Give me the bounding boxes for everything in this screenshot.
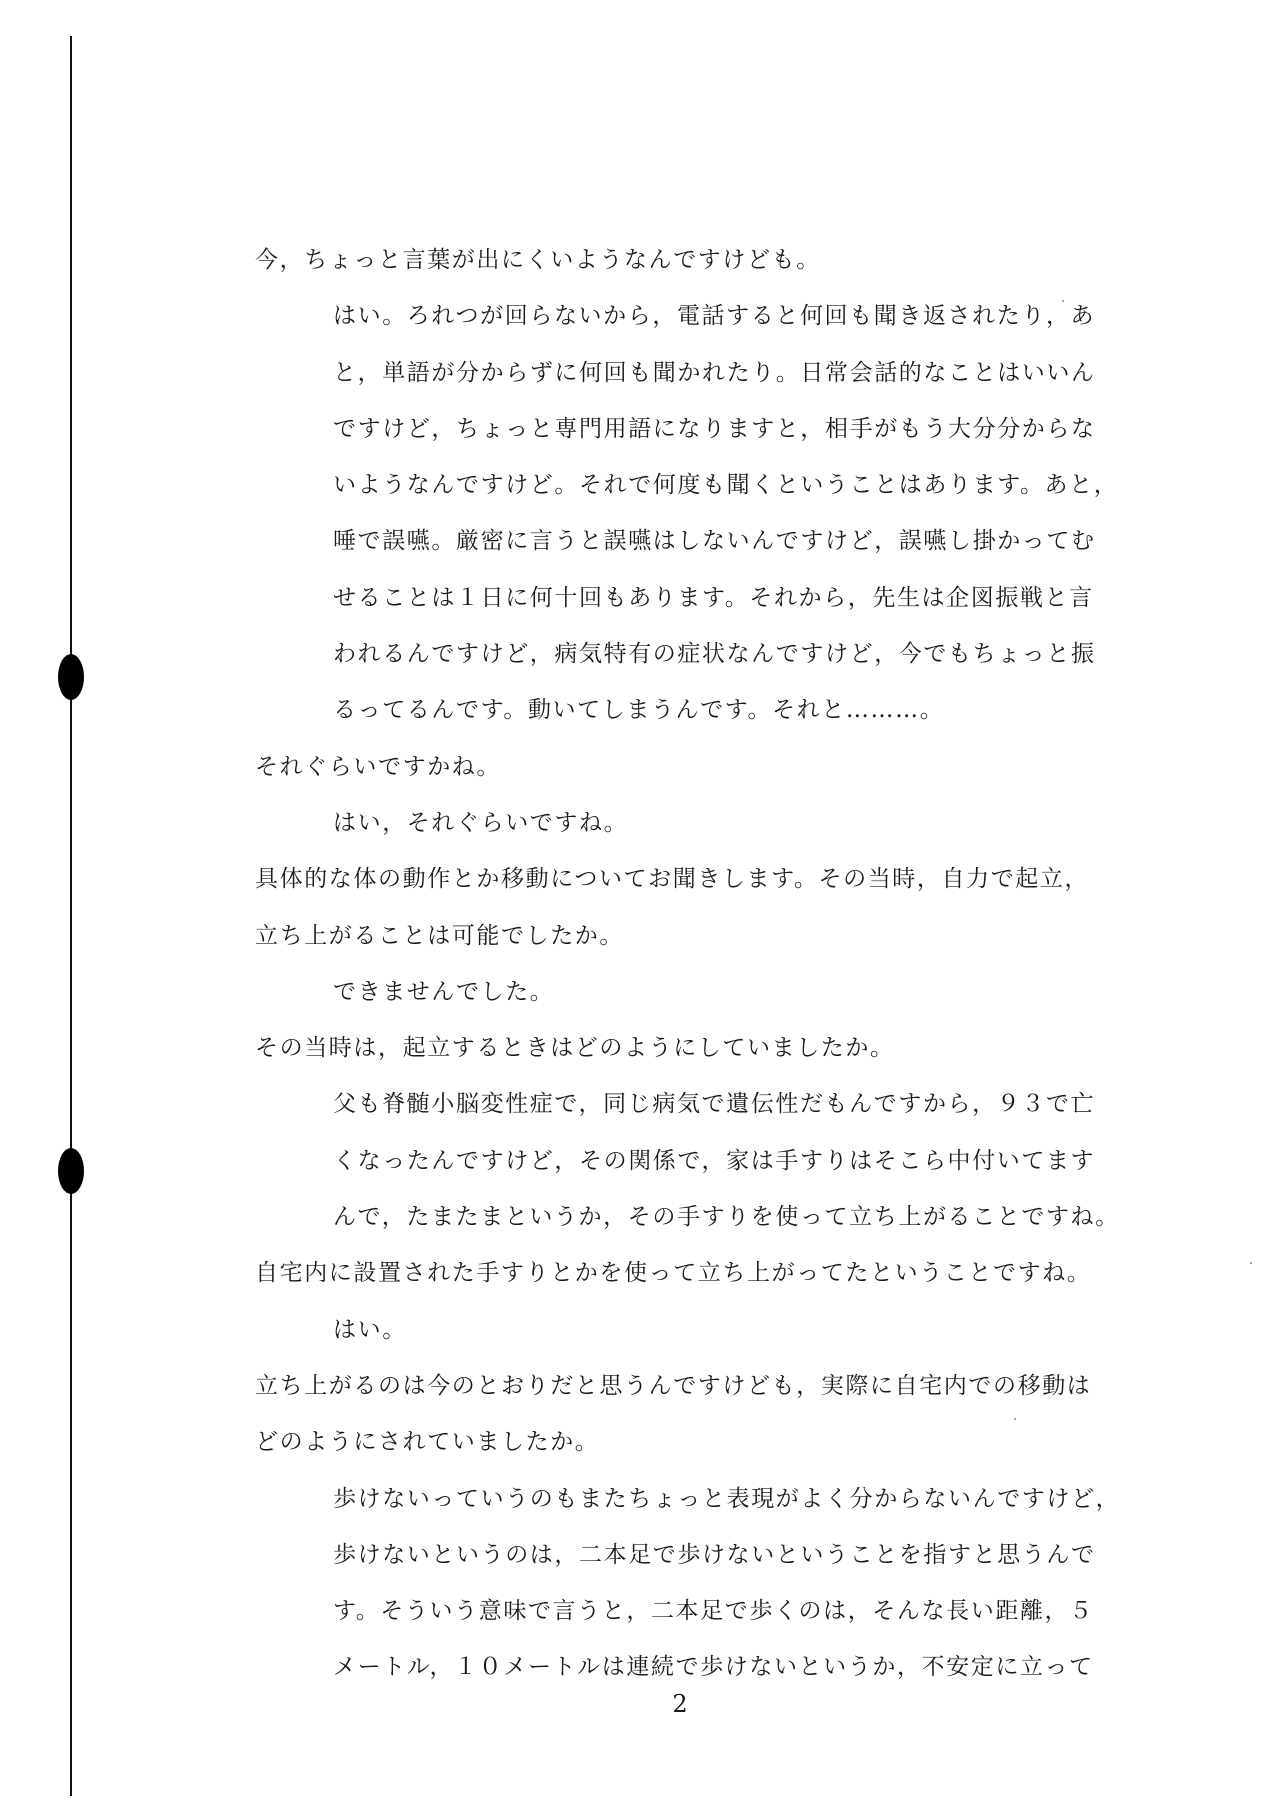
answer-line: せることは１日に何十回もあります。それから，先生は企図振戦と言 <box>333 584 1094 611</box>
question-line: 立ち上がるのは今のとおりだと思うんですけども，実際に自宅内での移動は <box>255 1372 1092 1399</box>
transcript-body <box>255 232 1185 1696</box>
scan-speck <box>1250 1262 1252 1264</box>
answer-line: 歩けないっていうのもまたちょっと表現がよく分からないんですけど， <box>333 1485 1121 1512</box>
answer-line: ですけど，ちょっと専門用語になりますと，相手がもう大分分からな <box>333 415 1096 442</box>
question-line: 具体的な体の動作とか移動についてお聞きします。その当時，自力で起立， <box>255 866 1090 893</box>
answer-line: できませんでした。 <box>333 978 555 1005</box>
answer-line: す。そういう意味で言うと，二本足で歩くのは，そんな長い距離，５ <box>333 1598 1094 1625</box>
answer-line: はい。 <box>333 1316 407 1343</box>
answer-line: 歩けないというのは，二本足で歩けないということを指すと思うんで <box>333 1541 1096 1568</box>
question-line: それぐらいですかね。 <box>255 753 501 780</box>
answer-line: 父も脊髄小脳変性症で，同じ病気で遺伝性だもんですから，９３で亡 <box>333 1091 1096 1118</box>
answer-line: われるんですけど，病気特有の症状なんですけど，今でもちょっと振 <box>333 641 1096 668</box>
answer-line: と，単語が分からずに何回も聞かれたり。日常会話的なことはいいん <box>333 359 1096 386</box>
answer-line: んで，たまたまというか，その手すりを使って立ち上がることですね。 <box>333 1204 1120 1231</box>
answer-line: るってるんです。動いてしまうんです。それと………。 <box>333 697 945 724</box>
answer-line: メートル，１０メートルは連続で歩けないというか，不安定に立って <box>333 1654 1094 1681</box>
question-line: その当時は，起立するときはどのようにしていましたか。 <box>255 1035 895 1062</box>
question-line: どのようにされていましたか。 <box>255 1429 600 1456</box>
binding-line <box>70 36 72 1796</box>
answer-line: いようなんですけど。それで何度も聞くということはあります。あと， <box>333 472 1119 499</box>
page-number: 2 <box>672 1690 688 1718</box>
question-line: 立ち上がることは可能でしたか。 <box>255 922 624 949</box>
punch-hole-top <box>58 654 84 700</box>
answer-line: 唾で誤嚥。厳密に言うと誤嚥はしないんですけど，誤嚥し掛かってむ <box>333 528 1096 555</box>
answer-line: くなったんですけど，その関係で，家は手すりはそこら中付いてます <box>333 1147 1096 1174</box>
question-line: 自宅内に設置された手すりとかを使って立ち上がってたということですね。 <box>255 1260 1092 1287</box>
question-line: 今，ちょっと言葉が出にくいようなんですけども。 <box>255 247 821 273</box>
answer-line: はい。ろれつが回らないから，電話すると何回も聞き返されたり，あ <box>333 303 1096 330</box>
answer-line: はい，それぐらいですね。 <box>333 809 629 836</box>
punch-hole-bottom <box>58 1148 84 1194</box>
